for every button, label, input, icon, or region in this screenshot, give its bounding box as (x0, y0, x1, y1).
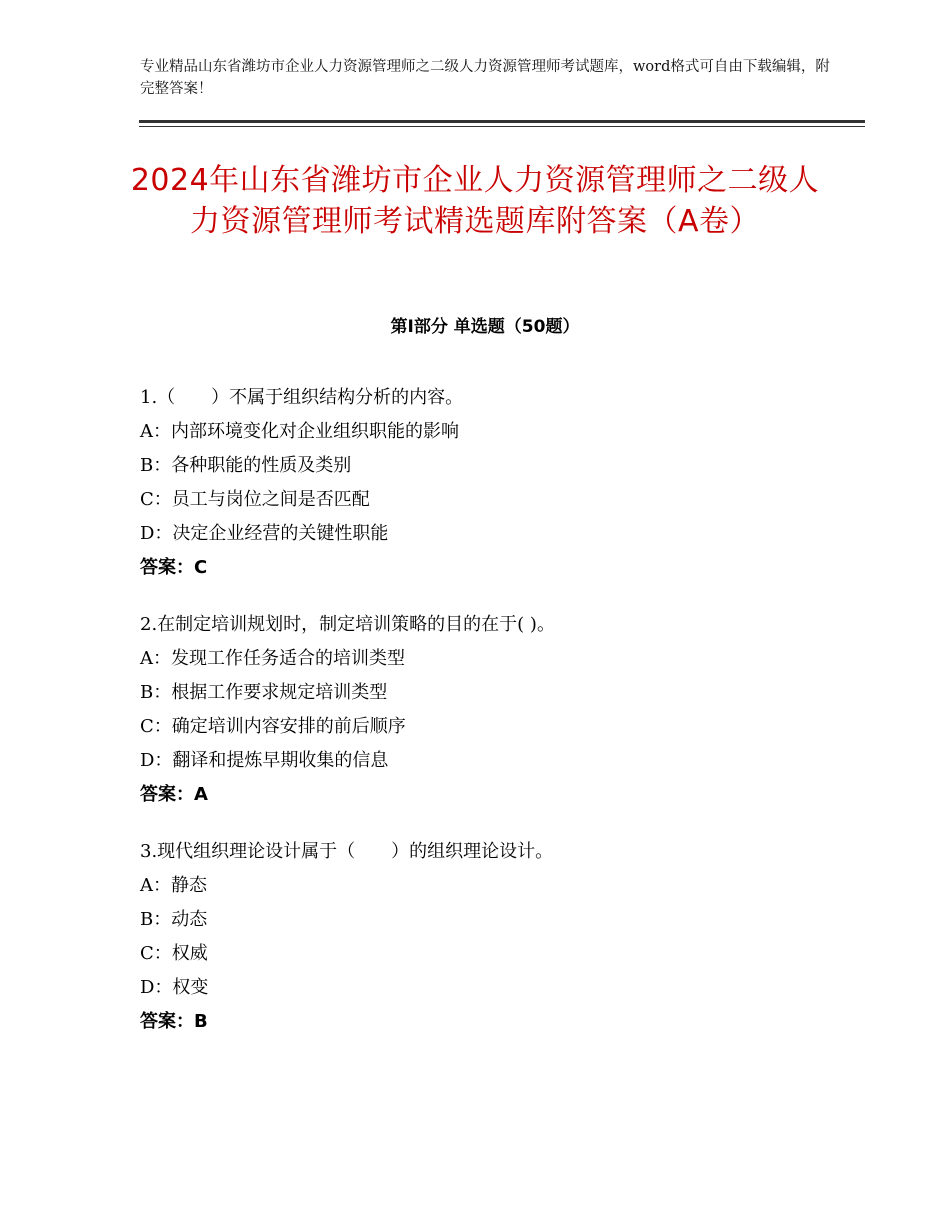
question-2 (140, 608, 840, 812)
option-d: D：翻译和提炼早期收集的信息 (140, 750, 389, 771)
question-list (140, 381, 840, 1062)
option-a: A：内部环境变化对企业组织职能的影响 (140, 421, 459, 442)
header-rule-thick (139, 120, 865, 123)
option-d: D：权变 (140, 977, 209, 998)
section-heading: 第Ⅰ部分 单选题（50题） (390, 317, 580, 337)
question-stem: 3.现代组织理论设计属于（ ）的组织理论设计。 (140, 841, 554, 862)
answer: 答案：A (140, 784, 208, 805)
answer: 答案：B (140, 1011, 208, 1032)
option-c: C：权威 (140, 943, 208, 964)
question-3 (140, 835, 840, 1039)
question-stem: 1.（ ）不属于组织结构分析的内容。 (140, 387, 464, 408)
option-b: B：各种职能的性质及类别 (140, 455, 352, 476)
header-note: 专业精品山东省潍坊市企业人力资源管理师之二级人力资源管理师考试题库，word格式可自由下载编辑，附完整答案！ (140, 59, 830, 97)
document-title: 2024年山东省潍坊市企业人力资源管理师之二级人力资源管理师考试精选题库附答案（A卷） (130, 163, 820, 239)
question-stem: 2.在制定培训规划时，制定培训策略的目的在于( )。 (140, 614, 555, 635)
option-c: C：确定培训内容安排的前后顺序 (140, 716, 406, 737)
answer: 答案：C (140, 557, 208, 578)
option-c: C：员工与岗位之间是否匹配 (140, 489, 370, 510)
header-rule-thin (139, 126, 865, 127)
option-a: A：静态 (140, 875, 207, 896)
option-b: B：根据工作要求规定培训类型 (140, 682, 388, 703)
option-b: B：动态 (140, 909, 208, 930)
option-a: A：发现工作任务适合的培训类型 (140, 648, 405, 669)
option-d: D：决定企业经营的关键性职能 (140, 523, 389, 544)
question-1 (140, 381, 840, 585)
